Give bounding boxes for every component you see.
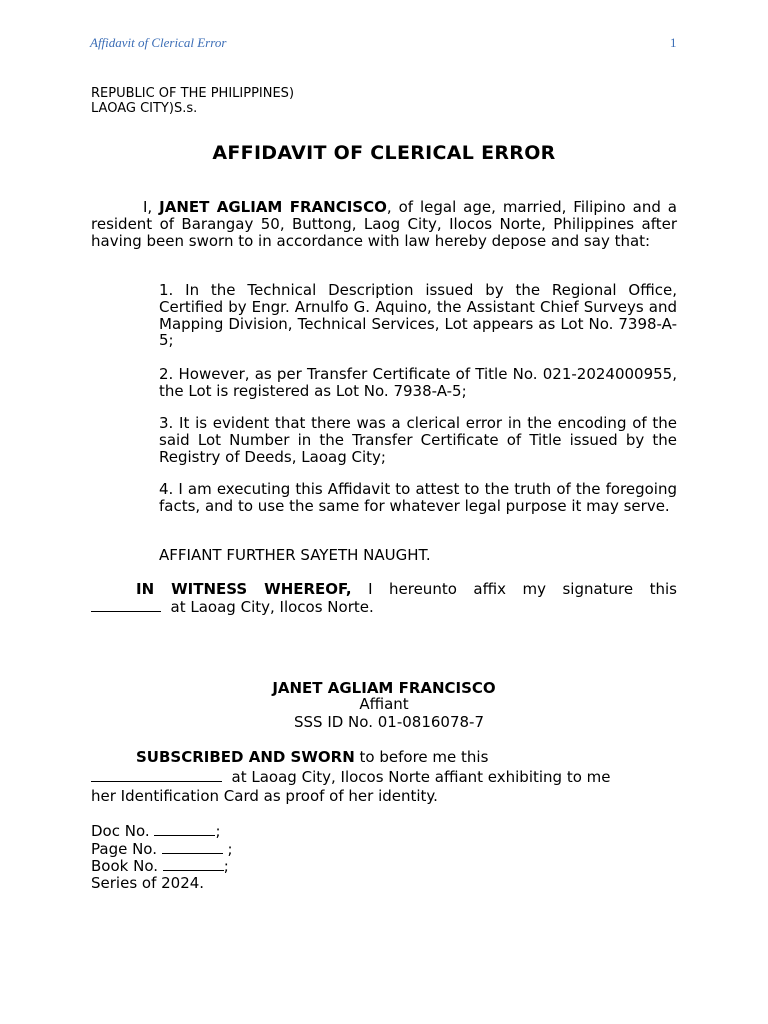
item-4: 4. I am executing this Affidavit to attest to the truth of the foregoing facts, and to use the same for whatever legal purpose it may serve. [159,480,677,515]
witness-location: at Laoag City, Ilocos Norte. [170,597,374,616]
subscribed-bold: SUBSCRIBED AND SWORN [136,748,355,766]
page-no-end: ; [222,839,233,858]
doc-no-end: ; [215,822,221,840]
document-title: AFFIDAVIT OF CLERICAL ERROR [212,142,556,164]
further-statement: AFFIANT FURTHER SAYETH NAUGHT. [159,546,431,564]
page-no-blank[interactable] [162,840,223,854]
witness-line-1 [91,581,677,598]
page-number: 1 [670,35,677,50]
witness-rest: I hereunto affix my signature this [351,580,677,598]
venue-line-1: REPUBLIC OF THE PHILIPPINES) [91,86,295,101]
date-blank[interactable] [91,598,161,612]
signature-role: Affiant [359,695,409,713]
intro-rest: , of legal age, married, Filipino and a resident of Barangay 50, Buttong, Laog City, Ilocos Norte, Philippines after having been sworn to in accordance with law hereby depose and say that: [91,198,678,250]
item-1: 1. In the Technical Description issued by the Regional Office, Certified by Engr. Arnulfo G. Aquino, the Assistant Chief Surveys and Mapping Division, Technical Services, Lot appears as Lot No. 7398-A-5; [159,281,677,350]
doc-no-line [91,822,233,840]
intro-prefix: I, [143,198,160,216]
book-no-line [91,857,233,875]
subscribed-rest: to before me this [354,748,489,766]
witness-bold: IN WITNESS WHEREOF, [136,580,352,598]
page-no-label: Page No. [91,839,157,858]
doc-no-blank[interactable] [154,822,215,836]
intro-paragraph [91,199,677,249]
series-line: Series of 2024. [91,873,205,892]
affiant-name: JANET AGLIAM FRANCISCO [159,198,387,216]
signature-name: JANET AGLIAM FRANCISCO [272,679,496,697]
subscribed-location: at Laoag City, Ilocos Norte affiant exhibiting to me [231,768,611,786]
book-no-label: Book No. [91,857,159,875]
subscribed-line-2 [91,768,677,786]
signature-id: SSS ID No. 01-0816078-7 [293,713,484,731]
book-no-blank[interactable] [163,857,224,871]
doc-no-label: Doc No. [91,822,150,840]
subscribed-line-1 [91,748,677,766]
book-no-end: ; [223,857,229,875]
header-title: Affidavit of Clerical Error [90,35,227,50]
witness-paragraph [91,581,677,616]
subscribed-line-3: her Identification Card as proof of her identity. [91,787,438,805]
notary-date-blank[interactable] [91,768,222,782]
witness-line-2 [91,598,677,616]
venue-line-2: LAOAG CITY)S.s. [91,101,198,116]
registry-block [91,822,233,891]
item-3: 3. It is evident that there was a clerical error in the encoding of the said Lot Number in the Transfer Certificate of Title issued by the Registry of Deeds, Laoag City; [159,414,677,466]
item-2: 2. However, as per Transfer Certificate of Title No. 021-2024000955, the Lot is registered as Lot No. 7938-A-5; [159,365,677,400]
page-no-line [91,840,233,858]
venue-block [91,86,294,116]
